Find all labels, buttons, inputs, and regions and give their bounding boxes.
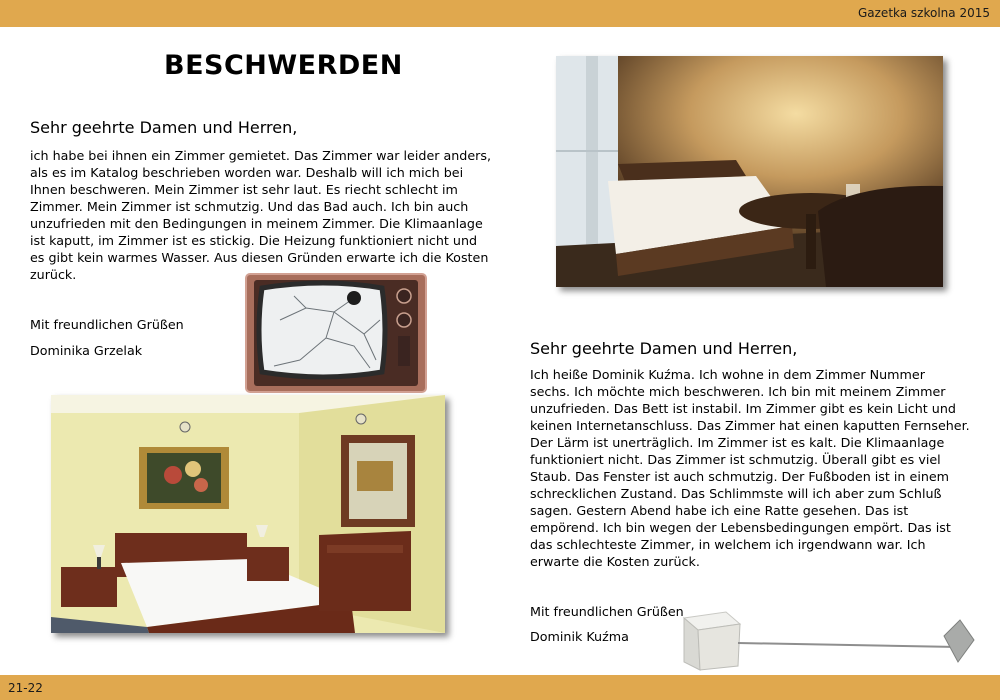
letter1-line: es gibt kein warmes Wasser. Aus diesen Gründen erwarte ich die Kosten (30, 250, 489, 265)
letter1-line: zurück. (30, 267, 77, 282)
broken-tv-screen-photo (214, 268, 456, 402)
letter2-signature: Dominik Kuźma (530, 629, 629, 644)
letter1-salutation: Sehr geehrte Damen und Herren, (30, 118, 298, 137)
letter2-line: Der Lärm ist unerträglich. Im Zimmer ist es kalt. Die Klimaanlage (530, 435, 945, 450)
letter2-salutation: Sehr geehrte Damen und Herren, (530, 339, 798, 358)
letter1-line: ich habe bei ihnen ein Zimmer gemietet. Das Zimmer war leider anders, (30, 148, 492, 163)
letter2-line: das schlechteste Zimmer, in welchem ich irgendwann war. Ich (530, 537, 926, 552)
letter2-line: Ich heiße Dominik Kuźma. Ich wohne in dem Zimmer Nummer (530, 367, 925, 382)
letter1-line: Ihnen beschweren. Mein Zimmer ist sehr laut. Es riecht schlecht im (30, 182, 458, 197)
header-band (0, 0, 1000, 27)
letter2-line: Staub. Das Fenster ist auch schmutzig. Der Fußboden ist in einem (530, 469, 950, 484)
letter1-signature: Dominika Grzelak (30, 343, 143, 358)
letter2-line: empörend. Ich bin wegen der Lebensbedingungen empört. Das ist (530, 520, 951, 535)
cube-lamp-illustration (676, 610, 976, 672)
letter2-line: erwarte die Kosten zurück. (530, 554, 700, 569)
letter1-line: ist kaputt, im Zimmer ist es stickig. Die Heizung funktioniert nicht und (30, 233, 478, 248)
letter1-body (30, 147, 491, 283)
hotel-room-bright-illustration (51, 395, 445, 633)
letter1-closing: Mit freundlichen Grüßen (30, 317, 184, 332)
letter1-line: Zimmer. Mein Zimmer ist schmutzig. Und das Bad auch. Ich bin auch (30, 199, 469, 214)
hotel-room-bright-photo (51, 395, 445, 633)
broken-tv-illustration (214, 268, 456, 402)
cube-lamp-photo (676, 610, 976, 672)
page-headline: BESCHWERDEN (164, 50, 403, 81)
letter1-line: als es im Katalog beschrieben worden war. Deshalb will ich mich bei (30, 165, 464, 180)
letter2-line: sechs. Ich möchte mich beschweren. Ich bin mit meinem Zimmer (530, 384, 946, 399)
footer-band (0, 675, 1000, 700)
page-numbers: 21-22 (8, 681, 43, 695)
publication-title: Gazetka szkolna 2015 (857, 6, 990, 20)
letter2-line: unzufrieden. Das Bett ist instabil. Im Zimmer gibt es kein Licht und (530, 401, 956, 416)
letter2-closing: Mit freundlichen Grüßen (530, 604, 684, 619)
hotel-room-warm-illustration (556, 56, 943, 287)
letter2-line: funktioniert nicht. Das Zimmer ist schmutzig. Überall gibt es viel (530, 452, 941, 467)
letter2-line: sagen. Gestern Abend habe ich eine Ratte gesehen. Das ist (530, 503, 909, 518)
letter1-line: unzufrieden mit den Bedingungen in meinem Zimmer. Die Klimaanlage (30, 216, 483, 231)
letter2-line: schrecklichen Zustand. Das Schlimmste will ich aber zum Schluß (530, 486, 942, 501)
letter2-body (530, 366, 970, 570)
hotel-room-warm-light-photo (556, 56, 943, 287)
letter2-line: keinen Internetanschluss. Das Zimmer hat einen kaputten Fernseher. (530, 418, 970, 433)
